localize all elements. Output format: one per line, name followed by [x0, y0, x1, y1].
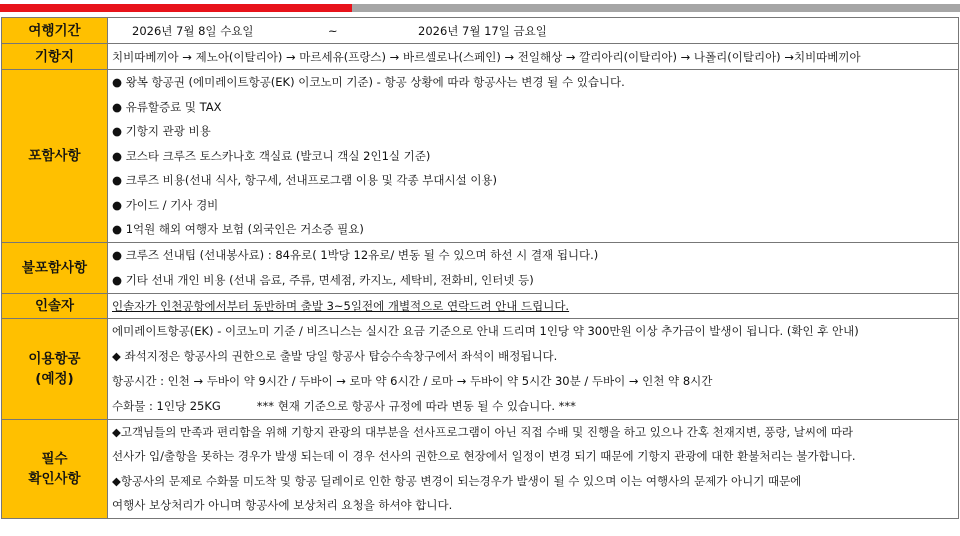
notice-label-line2: 확인사항: [28, 470, 81, 487]
guide-value: [108, 293, 959, 318]
airline-baggage-note: *** 현재 기준으로 항공사 규정에 따라 변동 될 수 있습니다. ***: [256, 398, 576, 413]
included-row: [2, 70, 959, 243]
period-label: 여행기간: [2, 18, 108, 44]
airline-flight-times: 항공시간 : 인천 → 두바이 약 9시간 / 두바이 → 로마 약 6시간 / 로마 → 두바이 약 5시간 30분 / 두바이 → 인천 약 8시간: [112, 373, 713, 388]
notice-label-line1: 필수: [41, 450, 68, 467]
route-label: 기항지: [2, 44, 108, 70]
notice-line: ◆항공사의 문제로 수화물 미도착 및 항공 딜레이로 인한 항공 변경이 되는경우가 발생이 될 수 있으며 이는 여행사의 문제가 아니기 때문에: [112, 473, 802, 488]
included-item: ● 1억원 해외 여행자 보험 (외국인은 거소증 필요): [112, 222, 364, 236]
notice-line: ◆고객님들의 만족과 편리함을 위해 기항지 관광의 대부분을 선사프로그램이 아닌 직접 수배 및 진행을 하고 있으나 간혹 천재지변, 풍랑, 날씨에 따라: [112, 424, 854, 439]
included-list: [108, 70, 959, 243]
excluded-item: ● 크루즈 선내팁 (선내봉사료) : 84유로( 1박당 12유로/ 변동 될 수 있으며 하선 시 결재 됩니다.): [112, 247, 599, 262]
route-value: [108, 44, 959, 70]
excluded-item: ● 기타 선내 개인 비용 (선내 음료, 주류, 면세점, 카지노, 세탁비, 전화비, 인터넷 등): [112, 272, 534, 287]
airline-row: [2, 318, 959, 419]
route-row: [2, 44, 959, 70]
included-item: ● 코스타 크루즈 토스카나호 객실료 (발코니 객실 2인1실 기준): [112, 148, 431, 163]
notice-line: 여행사 보상처리가 아니며 항공사에 보상처리 요청을 하셔야 합니다.: [112, 498, 453, 512]
notice-row: [2, 419, 959, 518]
excluded-label: 불포함사항: [2, 242, 108, 293]
notice-line: 선사가 입/출항을 못하는 경우가 발생 되는데 이 경우 선사의 권한으로 현장에서 일정이 변경 되기 때문에 기항지 관광에 대한 환불처리는 불가합니다.: [112, 449, 856, 463]
route-text: 치비따베끼아 → 제노아(이탈리아) → 마르세유(프랑스) → 바르셀로나(스페인) → 전일해상 → 깔리아리(이탈리아) → 나폴리(이탈리아) →치비따베끼아: [112, 49, 861, 64]
airline-seat-info: ◆ 좌석지정은 항공사의 권한으로 출발 당일 항공사 탑승수속창구에서 좌석이 배정됩니다.: [112, 348, 558, 363]
notice-label: [2, 419, 108, 518]
airline-label: [2, 318, 108, 419]
airline-class-info: 에미레이트항공(EK) - 이코노미 기준 / 비즈니스는 실시간 요금 기준으로 안내 드리며 1인당 약 300만원 이상 추가금이 발생이 됩니다. (확인 후 안내): [112, 323, 859, 338]
airline-label-line1: 이용항공: [28, 350, 81, 367]
excluded-list: [108, 242, 959, 293]
top-accent-bar: [0, 4, 960, 12]
top-accent-red: [0, 4, 352, 12]
period-end: 2026년 7월 17일 금요일: [418, 23, 547, 38]
included-label: 포함사항: [2, 70, 108, 243]
period-value: [108, 18, 959, 44]
guide-text: 인솔자가 인천공항에서부터 동반하며 출발 3~5일전에 개별적으로 연락드려 안내 드립니다.: [112, 298, 570, 313]
airline-baggage: 수화물 : 1인당 25KG: [112, 398, 221, 413]
airline-baggage-line: [112, 394, 958, 419]
included-item: ● 유류할증료 및 TAX: [112, 99, 222, 114]
period-row: [2, 18, 959, 44]
excluded-row: [2, 242, 959, 293]
included-item: ● 왕복 항공권 (에미레이트항공(EK) 이코노미 기준) - 항공 상황에 따라 항공사는 변경 될 수 있습니다.: [112, 75, 625, 89]
airline-info: [108, 318, 959, 419]
top-accent-gray: [352, 4, 960, 12]
notice-list: [108, 419, 959, 518]
period-separator: ~: [328, 23, 338, 38]
period-start: 2026년 7월 8일 수요일: [132, 23, 254, 38]
guide-row: [2, 293, 959, 318]
guide-label: 인솔자: [2, 293, 108, 318]
airline-label-line2: (예정): [35, 370, 74, 387]
included-item: ● 기항지 관광 비용: [112, 124, 211, 138]
included-item: ● 크루즈 비용(선내 식사, 항구세, 선내프로그램 이용 및 각종 부대시설 이용): [112, 173, 498, 187]
trip-info-table: [1, 17, 959, 519]
included-item: ● 가이드 / 기사 경비: [112, 197, 219, 212]
